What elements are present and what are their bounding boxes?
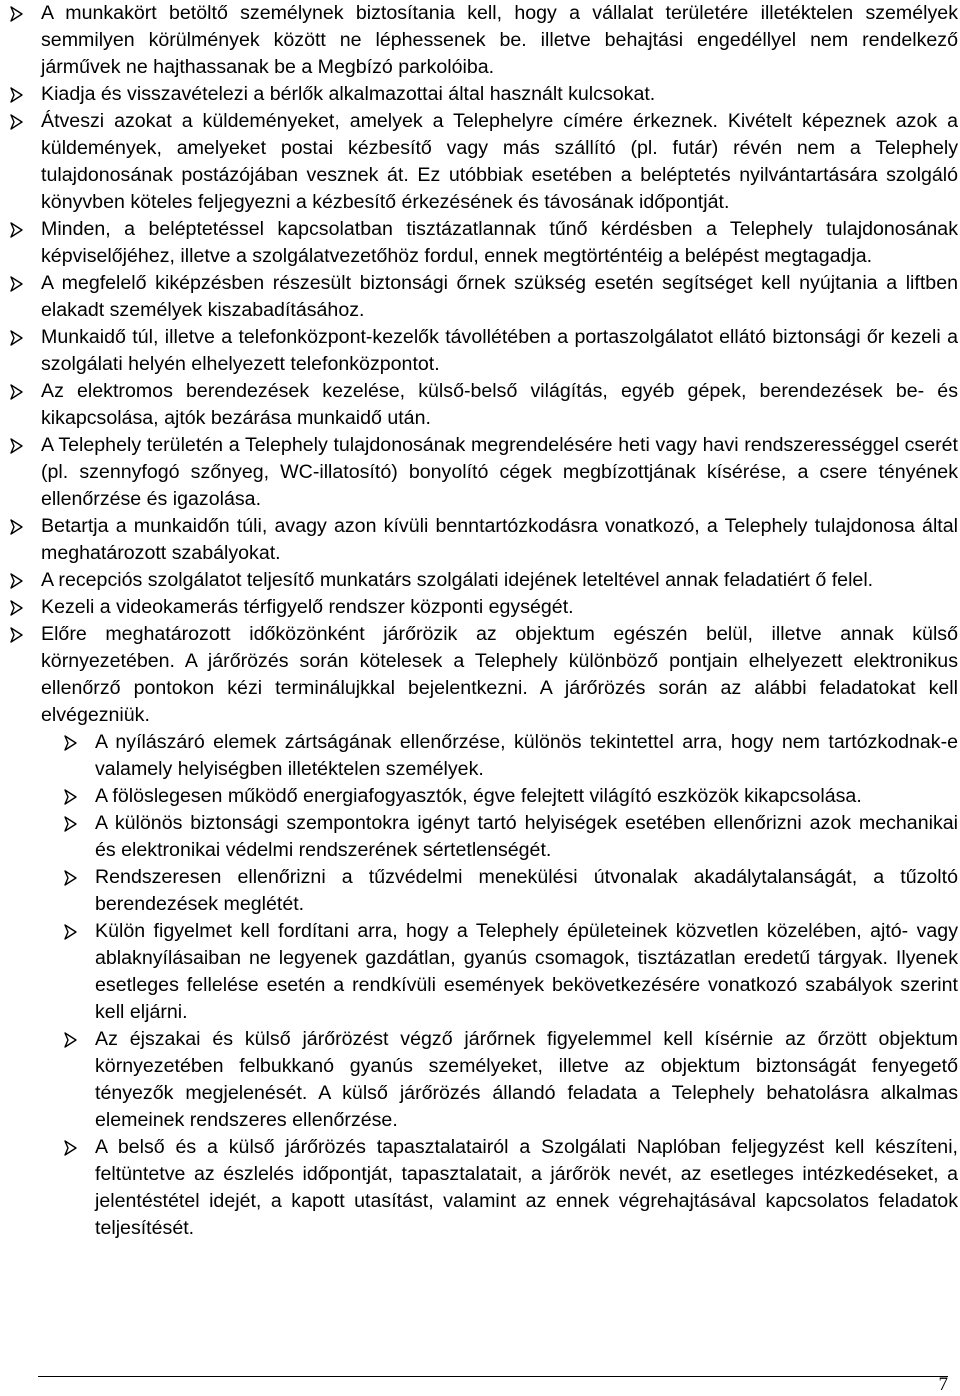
bullet-item [10,594,958,621]
bullet-item [10,0,958,81]
arrowhead-bullet-icon [10,108,41,135]
bullet-item [10,567,958,594]
bullet-text: Előre meghatározott időközönként járőrözik az objektum egészén belül, illetve annak külső környezetében. A járőrözés során kötelesek a Telephely különböző pontjain elhelyezett elektronikus ellenőrző pontokon kézi terminálujkkal bejelentkezni. A járőrözés során az alábbi feladatokat kell elvégezniük. [41,623,958,726]
bullet-text: Minden, a beléptetéssel kapcsolatban tisztázatlannak tűnő kérdésben a Telephely tulajdonosának képviselőjéhez, illetve a szolgálatvezetőhöz fordul, ennek megtörténtéig a belépést megtagadja. [41,218,958,267]
arrowhead-bullet-icon [10,513,41,540]
bullet-item [10,324,958,378]
sub-bullet-item [64,783,958,810]
bullet-text: A megfelelő kiképzésben részesült biztonsági őrnek szükség esetén segítséget kell nyújtania a liftben elakadt személyek kiszabadításához. [41,272,958,321]
bullet-text: A Telephely területén a Telephely tulajdonosának megrendelésére heti vagy havi rendszerességgel cserét (pl. szennyfogó szőnyeg, WC-illatosító) bonyolító cégek megbízottjának kísérése, a csere tényének ellenőrzése és igazolása. [41,434,958,510]
arrowhead-bullet-icon [10,81,41,108]
bullet-text: Kiadja és visszavételezi a bérlők alkalmazottai által használt kulcsokat. [41,83,656,105]
bullet-item [10,378,958,432]
sub-bullet-text: Rendszeresen ellenőrizni a tűzvédelmi menekülési útvonalak akadálytalanságát, a tűzoltó berendezések meglétét. [95,866,958,915]
arrowhead-bullet-icon [10,567,41,594]
arrowhead-bullet-icon [64,918,95,945]
sub-bullet-item [64,810,958,864]
sub-bullet-text: Az éjszakai és külső járőrözést végző járőrnek figyelemmel kell kísérnie az őrzött objektum környezetében felbukkanó gyanús személyeket, illetve az objektum biztonságát fenyegető tényezők megjelenését. A külső járőrözés állandó feladata a Telephely behatolásra alkalmas elemeinek rendszeres ellenőrzése. [95,1028,958,1131]
arrowhead-bullet-icon [10,270,41,297]
arrowhead-bullet-icon [64,1134,95,1161]
bullet-text: Munkaidő túl, illetve a telefonközpont-kezelők távollétében a portaszolgálatot ellátó biztonsági őr kezeli a szolgálati helyén elhelyezett telefonközpontot. [41,326,958,375]
bullet-text: A munkakört betöltő személynek biztosítania kell, hogy a vállalat területére illetéktelen személyek semmilyen körülmények között ne léphessenek be. illetve behajtási engedéllyel nem rendelkező járművek ne hajthassanak be a Megbízó parkolóiba. [41,2,958,78]
bullet-text: A recepciós szolgálatot teljesítő munkatárs szolgálati idejének leteltével annak feladatiért ő felel. [41,569,874,591]
bullet-text: Kezeli a videokamerás térfigyelő rendszer központi egységét. [41,596,574,618]
bullet-text: Átveszi azokat a küldeményeket, amelyek a Telephelyre címére érkeznek. Kivételt képeznek azok a küldemények, amelyeket postai kézbesítő vagy más szállító (pl. futár) révén nem a Telephely tulajdonosának postázójában vesznek át. Ez utóbbiak esetében a beléptetés nyilvántartására szolgáló könyvben köteles feljegyezni a kézbesítő érkezésének és távosának időpontját. [41,110,958,213]
sub-bullet-item [64,1134,958,1242]
bullet-item [10,108,958,216]
bullet-text: Az elektromos berendezések kezelése, külső-belső világítás, egyéb gépek, berendezések be- és kikapcsolása, ajtók bezárása munkaidő után. [41,380,958,429]
arrowhead-bullet-icon [64,729,95,756]
sub-bullet-item [64,918,958,1026]
bullet-item [10,81,958,108]
sub-bullet-item [64,729,958,783]
sub-bullet-text: A belső és a külső járőrözés tapasztalatairól a Szolgálati Naplóban feljegyzést kell készíteni, feltüntetve az észlelés időpontját, tapasztalatait, a járőrök nevét, az esetleges intézkedéseket, a jelentéstétel idejét, a kapott utasítást, valamint az ennek végrehajtásával kapcsolatos feladatok teljesítését. [95,1136,958,1239]
document-body [10,0,958,1242]
sub-bullet-text: A különös biztonsági szempontokra igényt tartó helyiségek esetében ellenőrizni azok mechanikai és elektronikai védelmi rendszerének sértetlenségét. [95,812,958,861]
bullet-item [10,513,958,567]
sub-bullet-text: A fölöslegesen működő energiafogyasztók, égve felejtett világító eszközök kikapcsolása. [95,785,862,807]
arrowhead-bullet-icon [64,864,95,891]
arrowhead-bullet-icon [10,621,41,648]
bullet-item [10,216,958,270]
arrowhead-bullet-icon [64,1026,95,1053]
arrowhead-bullet-icon [10,594,41,621]
bullet-item [10,270,958,324]
bullet-item [10,432,958,513]
page-number: 7 [938,1374,948,1395]
arrowhead-bullet-icon [10,324,41,351]
sub-bullet-text: Külön figyelmet kell fordítani arra, hogy a Telephely épületeinek közvetlen közelében, ajtó- vagy ablaknyílásaiban ne legyenek gazdátlan, gyanús csomagok, tisztázatlan eredetű tárgyak. Ilyenek esetleges fellelése esetén a rendkívüli események bekövetkezésére vonatkozó szabályok szerint kell eljárni. [95,920,958,1023]
arrowhead-bullet-icon [10,378,41,405]
arrowhead-bullet-icon [10,432,41,459]
bullet-item [10,621,958,729]
sub-bullet-item [64,1026,958,1134]
arrowhead-bullet-icon [10,216,41,243]
bullet-text: Betartja a munkaidőn túli, avagy azon kívüli benntartózkodásra vonatkozó, a Telephely tulajdonosa által meghatározott szabályokat. [41,515,958,564]
arrowhead-bullet-icon [64,783,95,810]
arrowhead-bullet-icon [10,0,41,27]
footer-divider [38,1376,948,1377]
arrowhead-bullet-icon [64,810,95,837]
sub-bullet-text: A nyílászáró elemek zártságának ellenőrzése, különös tekintettel arra, hogy nem tartózkodnak-e valamely helyiségben illetéktelen személyek. [95,731,958,780]
sub-bullet-item [64,864,958,918]
